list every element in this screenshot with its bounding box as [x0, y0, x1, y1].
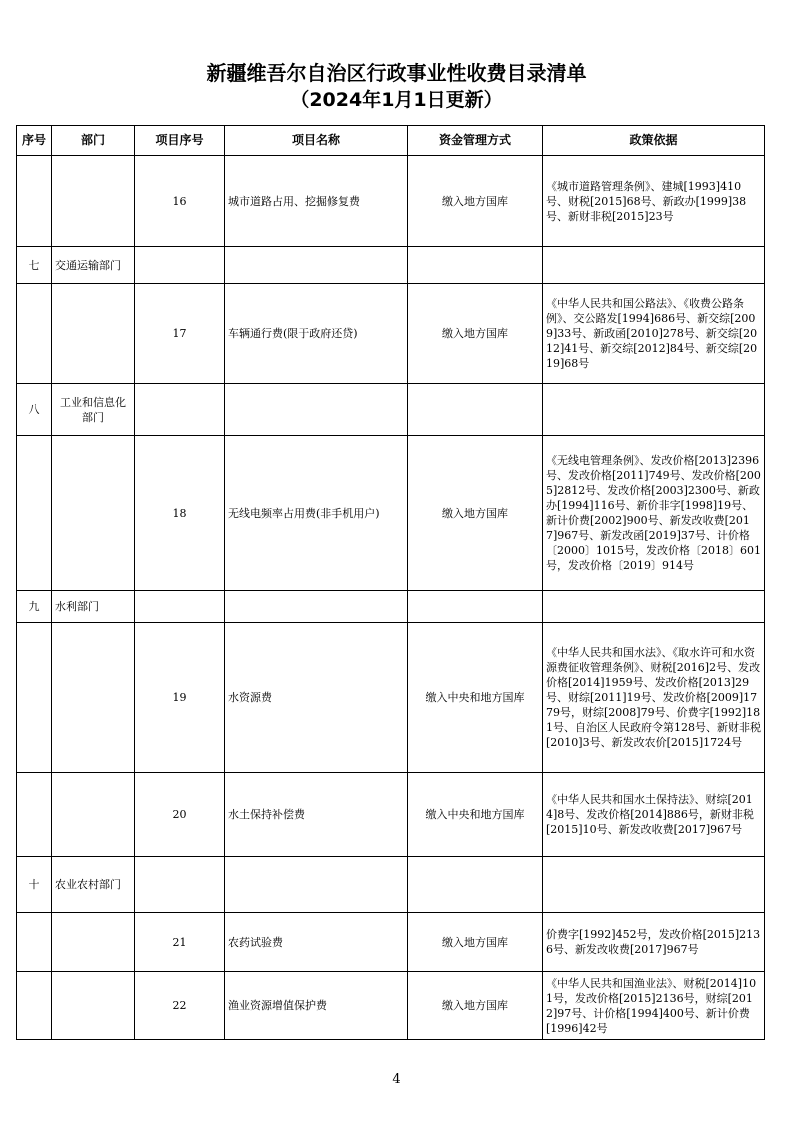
- cell-seq: [17, 623, 52, 773]
- cell-item-no: 19: [135, 623, 225, 773]
- cell-name: 渔业资源增值保护费: [225, 972, 408, 1040]
- cell-seq: [17, 436, 52, 591]
- cell-dept: [52, 284, 135, 384]
- cell-dept: 工业和信息化部门: [52, 384, 135, 436]
- cell-seq: [17, 913, 52, 972]
- cell-item-no: 20: [135, 773, 225, 857]
- table-row: [17, 972, 765, 1040]
- cell-dept: [52, 436, 135, 591]
- cell-name: [225, 857, 408, 913]
- cell-seq: [17, 156, 52, 247]
- cell-fund: [408, 857, 543, 913]
- cell-basis: [543, 857, 765, 913]
- cell-name: 城市道路占用、挖掘修复费: [225, 156, 408, 247]
- cell-basis: 《中华人民共和国水法》、《取水许可和水资源费征收管理条例》、财税[2016]2号、发改价格[2014]1959号、发改价格[2013]29号、财综[2011]19号、发改价格[2009]1779号，财综[2008]79号、价费字[1992]181号、自治区人民政府令第128号、新财非税[2010]3号、新发改农价[2015]1724号: [543, 623, 765, 773]
- cell-dept: [52, 913, 135, 972]
- cell-basis: 《中华人民共和国渔业法》、财税[2014]101号，发改价格[2015]2136号，财综[2012]97号、计价格[1994]400号、新计价费[1996]42号: [543, 972, 765, 1040]
- cell-seq: [17, 773, 52, 857]
- cell-item-no: 22: [135, 972, 225, 1040]
- page-number: 4: [392, 1072, 401, 1087]
- cell-fund: [408, 384, 543, 436]
- cell-item-no: 16: [135, 156, 225, 247]
- cell-item-no: [135, 247, 225, 284]
- cell-item-no: [135, 857, 225, 913]
- cell-basis: [543, 247, 765, 284]
- table-header-row: [17, 126, 765, 156]
- cell-fund: 缴入地方国库: [408, 436, 543, 591]
- cell-fund: [408, 591, 543, 623]
- cell-dept: [52, 156, 135, 247]
- table-row: [17, 623, 765, 773]
- table-row: [17, 591, 765, 623]
- cell-item-no: [135, 384, 225, 436]
- cell-dept: 农业农村部门: [52, 857, 135, 913]
- cell-name: [225, 247, 408, 284]
- cell-seq: 九: [17, 591, 52, 623]
- cell-item-no: 17: [135, 284, 225, 384]
- column-header-seq: 序号: [17, 126, 52, 156]
- cell-basis: 价费字[1992]452号，发改价格[2015]2136号、新发改收费[2017]967号: [543, 913, 765, 972]
- cell-dept: 交通运输部门: [52, 247, 135, 284]
- cell-seq: 十: [17, 857, 52, 913]
- cell-fund: 缴入中央和地方国库: [408, 773, 543, 857]
- cell-dept: [52, 773, 135, 857]
- table-row: [17, 284, 765, 384]
- cell-fund: 缴入地方国库: [408, 972, 543, 1040]
- cell-name: 无线电频率占用费(非手机用户): [225, 436, 408, 591]
- cell-name: 水土保持补偿费: [225, 773, 408, 857]
- cell-basis: 《无线电管理条例》、发改价格[2013]2396号、发改价格[2011]749号、发改价格[2005]2812号、发改价格[2003]2300号、新政办[1994]116号、新价非字[1998]19号、新计价费[2002]900号、新发改收费[2017]967号、新发改函[2019]37号、计价格〔2000〕1015号，发改价格〔2018〕601号，发改价格〔2019〕914号: [543, 436, 765, 591]
- cell-fund: [408, 247, 543, 284]
- table-row: [17, 773, 765, 857]
- column-header-name: 项目名称: [225, 126, 408, 156]
- cell-name: [225, 591, 408, 623]
- column-header-basis: 政策依据: [543, 126, 765, 156]
- cell-name: 车辆通行费(限于政府还贷): [225, 284, 408, 384]
- cell-basis: [543, 384, 765, 436]
- cell-fund: 缴入地方国库: [408, 284, 543, 384]
- cell-name: 水资源费: [225, 623, 408, 773]
- table-row: [17, 857, 765, 913]
- table-row: [17, 913, 765, 972]
- table-row: [17, 156, 765, 247]
- cell-item-no: [135, 591, 225, 623]
- table-row: [17, 436, 765, 591]
- cell-basis: 《城市道路管理条例》、建城[1993]410号、财税[2015]68号、新政办[1999]38号、新财非税[2015]23号: [543, 156, 765, 247]
- cell-fund: 缴入地方国库: [408, 913, 543, 972]
- cell-dept: 水利部门: [52, 591, 135, 623]
- column-header-item-no: 项目序号: [135, 126, 225, 156]
- cell-fund: 缴入地方国库: [408, 156, 543, 247]
- page-subtitle: （2024年1月1日更新）: [290, 89, 503, 111]
- cell-fund: 缴入中央和地方国库: [408, 623, 543, 773]
- page-title: 新疆维吾尔自治区行政事业性收费目录清单: [206, 61, 587, 85]
- cell-name: [225, 384, 408, 436]
- cell-seq: 七: [17, 247, 52, 284]
- cell-seq: [17, 972, 52, 1040]
- column-header-dept: 部门: [52, 126, 135, 156]
- table-row: [17, 247, 765, 284]
- fee-catalog-table: [16, 125, 765, 1040]
- cell-item-no: 18: [135, 436, 225, 591]
- cell-dept: [52, 623, 135, 773]
- cell-basis: 《中华人民共和国公路法》、《收费公路条例》、交公路发[1994]686号、新交综[2009]33号、新政函[2010]278号、新交综[2012]41号、新交综[2012]84号、新交综[2019]68号: [543, 284, 765, 384]
- cell-item-no: 21: [135, 913, 225, 972]
- cell-dept: [52, 972, 135, 1040]
- column-header-fund: 资金管理方式: [408, 126, 543, 156]
- cell-seq: 八: [17, 384, 52, 436]
- cell-seq: [17, 284, 52, 384]
- table-row: [17, 384, 765, 436]
- cell-name: 农药试验费: [225, 913, 408, 972]
- cell-basis: [543, 591, 765, 623]
- cell-basis: 《中华人民共和国水土保持法》、财综[2014]8号、发改价格[2014]886号，新财非税[2015]10号、新发改收费[2017]967号: [543, 773, 765, 857]
